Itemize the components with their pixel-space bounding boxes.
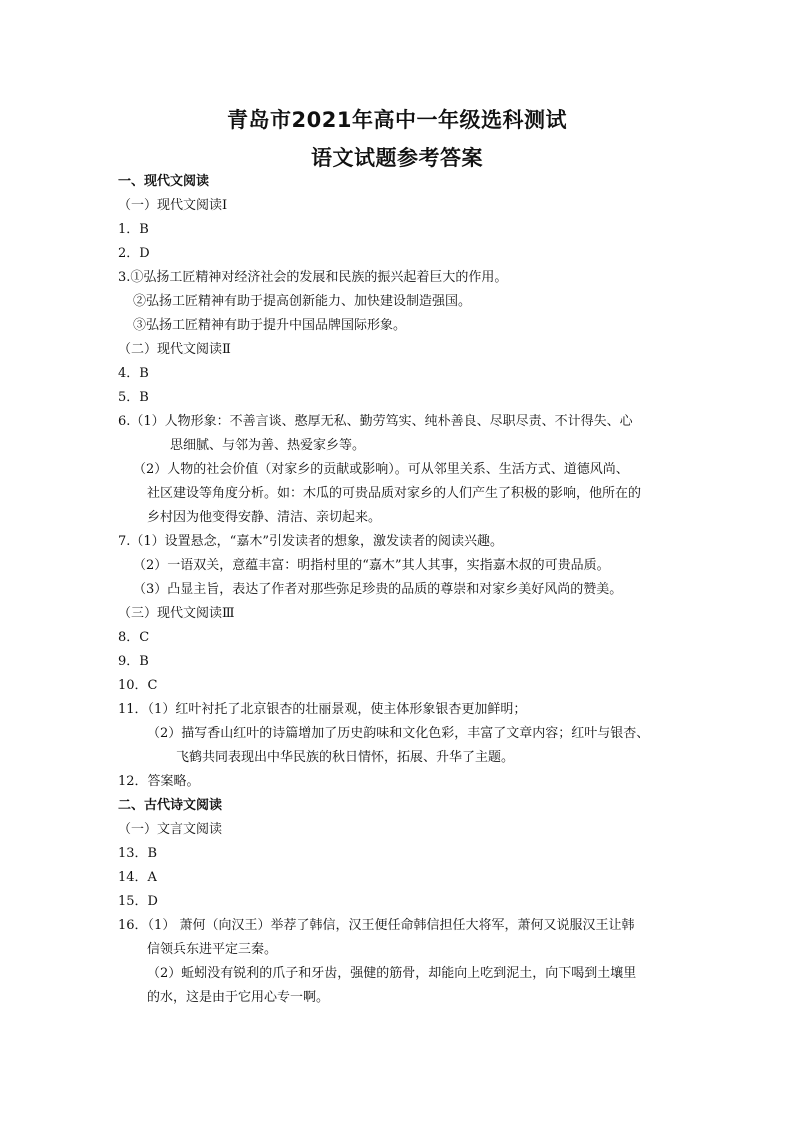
answer-line: 11．（1）红叶衬托了北京银杏的壮丽景观，使主体形象银杏更加鲜明； (118, 702, 527, 717)
subsection-heading: （一）文言文阅读 (118, 822, 223, 837)
answer-line: 7.（1）设置悬念，“嘉木”引发读者的想象，激发读者的阅读兴趣。 (118, 534, 503, 549)
answer-line: 3.①弘扬工匠精神对经济社会的发展和民族的振兴起着巨大的作用。 (118, 270, 508, 285)
subsection-heading: （二）现代文阅读Ⅱ (118, 342, 231, 357)
subsection-heading: （三）现代文阅读Ⅲ (118, 606, 235, 621)
answer-line: 12．答案略。 (118, 774, 200, 789)
subsection-heading: （一）现代文阅读Ⅰ (118, 198, 228, 213)
answer-line: （2）人物的社会价值（对家乡的贡献或影响）。可从邻里关系、生活方式、道德风尚、 (133, 462, 629, 477)
answer-line: 8．C (118, 630, 150, 645)
document-title: 青岛市2021年高中一年级选科测试 (227, 108, 567, 132)
answer-line: 16．（1） 萧何（向汉王）举荐了韩信，汉王便任命韩信担任大将军，萧何又说服汉王让韩 (118, 918, 635, 933)
answer-line: 13．B (118, 846, 158, 861)
answer-line: 10．C (118, 678, 158, 693)
answer-line: 飞鹤共同表现出中华民族的秋日情怀，拓展、升华了主题。 (176, 750, 515, 765)
answer-line: 思细腻、与邻为善、热爱家乡等。 (170, 438, 366, 453)
answer-line: 乡村因为他变得安静、清洁、亲切起来。 (147, 510, 382, 525)
answer-line: 6.（1）人物形象：不善言谈、憨厚无私、勤劳笃实、纯朴善良、尽职尽责、不计得失、心 (118, 414, 633, 429)
answer-line: （2）蚯蚓没有锐利的爪子和牙齿，强健的筋骨，却能向上吃到泥土，向下喝到土壤里 (147, 966, 637, 981)
section-heading-classical-reading: 二、古代诗文阅读 (118, 798, 223, 813)
document-subtitle: 语文试题参考答案 (311, 146, 483, 170)
answer-line: 2．D (118, 246, 150, 261)
answer-line: 的水，这是由于它用心专一啊。 (147, 990, 330, 1005)
answer-line: 社区建设等角度分析。如：木瓜的可贵品质对家乡的人们产生了积极的影响，他所在的 (147, 486, 642, 501)
answer-line: 14．A (118, 870, 157, 885)
answer-line: 9．B (118, 654, 149, 669)
answer-line: （2）一语双关，意蕴丰富：明指村里的“嘉木”其人其事，实指嘉木叔的可贵品质。 (133, 558, 610, 573)
section-heading-modern-reading: 一、现代文阅读 (118, 174, 210, 189)
answer-line: 1．B (118, 222, 149, 237)
answer-line: （2）描写香山红叶的诗篇增加了历史韵味和文化色彩，丰富了文章内容；红叶与银杏、 (147, 726, 650, 741)
answer-line: ③弘扬工匠精神有助于提升中国品牌国际形象。 (133, 318, 407, 333)
answer-line: 5．B (118, 390, 149, 405)
answer-line: ②弘扬工匠精神有助于提高创新能力、加快建设制造强国。 (133, 294, 472, 309)
answer-line: 信领兵东进平定三秦。 (147, 942, 278, 957)
answer-line: 4．B (118, 366, 149, 381)
answer-line: 15．D (118, 894, 158, 909)
answer-line: （3）凸显主旨，表达了作者对那些弥足珍贵的品质的尊崇和对家乡美好风尚的赞美。 (133, 582, 623, 597)
